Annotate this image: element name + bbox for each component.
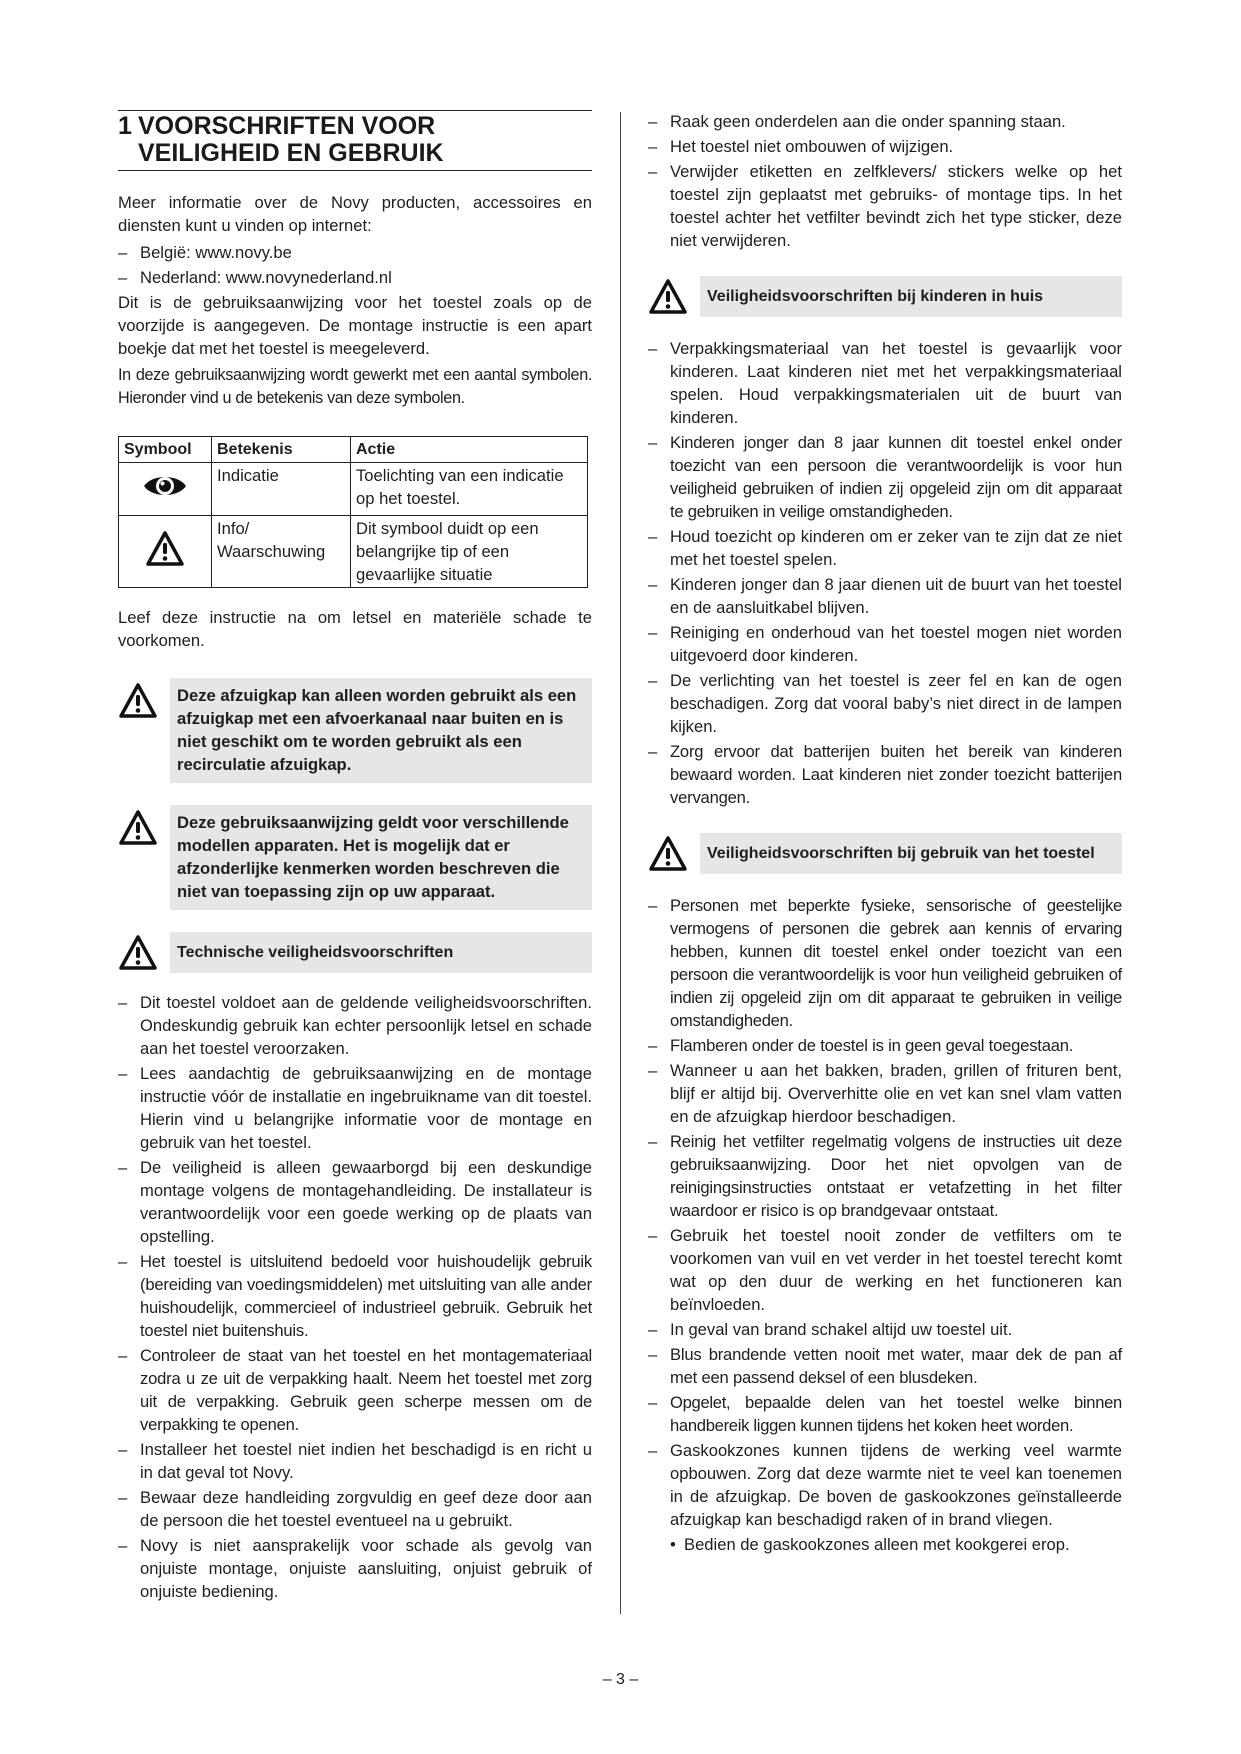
- table-header: Symbool: [119, 437, 212, 463]
- section-number: 1: [118, 112, 132, 140]
- warning-icon: [145, 530, 185, 568]
- table-row: [119, 463, 588, 516]
- warning-icon: [118, 934, 158, 972]
- intro-paragraph-2: Dit is de gebruiksaanwijzing voor het toestel zoals op de voorzijde is aangegeven. De montage instructie is een apart boekje dat met het toestel is meegeleverd.: [118, 293, 592, 358]
- warning-box-models: [118, 805, 592, 910]
- list-item: – Raak geen onderdelen aan die onder spanning staan.: [648, 112, 1066, 131]
- general-list: [648, 110, 1122, 252]
- warning-icon: [648, 278, 688, 316]
- technical-list: [118, 991, 592, 1603]
- meaning-cell: Indicatie: [212, 463, 351, 516]
- children-safety-header: [648, 276, 1122, 317]
- warning-icon: [648, 835, 688, 873]
- list-item: – Verpakkingsmateriaal van het toestel is gevaarlijk voor kinderen. Laat kinderen niet met het verpakkingsmateriaal spelen. Houd verpakkingsmaterialen uit de buurt van kinderen.: [648, 339, 1122, 427]
- action-cell: Dit symbool duidt op een belangrijke tip of een gevaarlijke situatie: [351, 516, 588, 588]
- list-item: – Reiniging en onderhoud van het toestel mogen niet worden uitgevoerd door kinderen.: [648, 623, 1122, 665]
- list-item: – Personen met beperkte fysieke, sensorische of geestelijke vermogens of personen die gebrek aan kennis of ervaring hebben, kunnen dit toestel enkel onder toezicht van een persoon die verantwoordelijk is voor hun veiligheid gebruiken of indien zij opgeleid zijn om dit apparaat te gebruiken in veilige omstandigheden.: [648, 896, 1122, 1030]
- meaning-cell: Info/ Waarschuwing: [212, 516, 351, 588]
- list-item: – Gaskookzones kunnen tijdens de werking veel warmte opbouwen. Zorg dat deze warmte niet te veel kan toenemen in de afzuigkap. De boven de gaskookzones geïnstalleerde afzuigkap kan beschadigd raken of in brand vliegen.: [648, 1441, 1122, 1529]
- list-item: – Bewaar deze handleiding zorgvuldig en geef deze door aan de persoon die het toestel eventueel na u gebruikt.: [118, 1488, 592, 1530]
- list-item: – België: www.novy.be: [118, 241, 592, 264]
- usage-list: [648, 894, 1122, 1556]
- bullet-item: • Bedien de gaskookzones alleen met kookgerei erop.: [670, 1535, 1070, 1554]
- usage-safety-header: [648, 833, 1122, 874]
- list-item: – Kinderen jonger dan 8 jaar dienen uit de buurt van het toestel en de aansluitkabel blijven.: [648, 575, 1122, 617]
- subsection-title: Technische veiligheidsvoorschriften: [170, 932, 592, 973]
- symbol-cell: [119, 516, 212, 588]
- list-item: – Nederland: www.novynederland.nl: [118, 266, 592, 289]
- page-number: – 3 –: [602, 1671, 639, 1688]
- left-column: [118, 110, 592, 1605]
- list-item: – Installeer het toestel niet indien het beschadigd is en richt u in dat geval tot Novy.: [118, 1440, 592, 1482]
- list-item: – Wanneer u aan het bakken, braden, grillen of frituren bent, blijf er altijd bij. Oververhitte olie en vet kan snel vlam vatten en de afzuigkap hierdoor beschadigen.: [648, 1061, 1122, 1126]
- list-item: – Lees aandachtig de gebruiksaanwijzing en de montage instructie vóór de installatie en ingebruikname van dit toestel. Hierin vind u belangrijke informatie voor de montage en gebruik van het toestel.: [118, 1064, 592, 1152]
- warning-box-exhaust: [118, 678, 592, 783]
- advice-paragraph: Leef deze instructie na om letsel en materiële schade te voorkomen.: [118, 608, 592, 650]
- column-divider: [620, 112, 621, 1614]
- list-item: – Het toestel niet ombouwen of wijzigen.: [648, 137, 954, 156]
- table-header: Actie: [351, 437, 588, 463]
- list-item: – Het toestel is uitsluitend bedoeld voor huishoudelijk gebruik (bereiding van voedingsmiddelen) met uitsluiting van alle ander huishoudelijk, commercieel of industrieel gebruik. Gebruik het toestel niet buitenshuis.: [118, 1252, 592, 1340]
- subsection-title: Veiligheidsvoorschriften bij gebruik van het toestel: [700, 833, 1122, 874]
- subsection-title: Veiligheidsvoorschriften bij kinderen in huis: [700, 276, 1122, 317]
- section-heading: [118, 110, 592, 171]
- list-item: – Kinderen jonger dan 8 jaar kunnen dit toestel enkel onder toezicht van een persoon die verantwoordelijk is voor hun veiligheid gebruiken of indien zij opgeleid zijn om dit apparaat te gebruiken in veilige omstandigheden.: [648, 433, 1122, 521]
- link-belgium: België: www.novy.be: [140, 243, 292, 262]
- action-cell: Toelichting van een indicatie op het toestel.: [351, 463, 588, 516]
- list-item: – Opgelet, bepaalde delen van het toestel welke binnen handbereik liggen kunnen tijdens het koken heet worden.: [648, 1393, 1122, 1435]
- symbol-cell: [119, 463, 212, 516]
- list-item: – Controleer de staat van het toestel en het montagemateriaal zodra u ze uit de verpakking haalt. Neem het toestel met zorg uit de verpakking. Gebruik geen scherpe messen om de verpakking te openen.: [118, 1346, 592, 1434]
- list-item: – Houd toezicht op kinderen om er zeker van te zijn dat ze niet met het toestel spelen.: [648, 527, 1122, 569]
- list-item: – Gebruik het toestel nooit zonder de vetfilters om te voorkomen van vuil en vet verder in het toestel terecht komt wat op den duur de werking en het functioneren kan beïnvloeden.: [648, 1226, 1122, 1314]
- eye-icon: [141, 469, 189, 503]
- table-header: Betekenis: [212, 437, 351, 463]
- list-item: – De verlichting van het toestel is zeer fel en kan de ogen beschadigen. Zorg dat vooral baby’s niet direct in de lampen kijken.: [648, 671, 1122, 736]
- children-list: [648, 337, 1122, 809]
- list-item: – Reinig het vetfilter regelmatig volgens de instructies uit deze gebruiksaanwijzing. Door het niet opvolgen van de reinigingsinstructies ontstaat er vetafzetting in het filter waardoor er risico is op brandgevaar ontstaat.: [648, 1132, 1122, 1220]
- intro-paragraph-3: In deze gebruiksaanwijzing wordt gewerkt met een aantal symbolen. Hieronder vind u de betekenis van deze symbolen.: [118, 366, 592, 407]
- right-column: [648, 110, 1122, 1556]
- warning-icon: [118, 682, 158, 720]
- list-item: – Zorg ervoor dat batterijen buiten het bereik van kinderen bewaard worden. Laat kinderen niet zonder toezicht batterijen vervangen.: [648, 742, 1122, 807]
- symbol-table: [118, 436, 588, 588]
- list-item: – Novy is niet aansprakelijk voor schade als gevolg van onjuiste montage, onjuiste aansluiting, onjuist gebruik of onjuiste bediening.: [118, 1536, 592, 1601]
- section-title-line1: VOORSCHRIFTEN VOOR: [138, 112, 436, 140]
- intro-paragraph: Meer informatie over de Novy producten, accessoires en diensten kunt u vinden op internet:: [118, 193, 592, 235]
- list-item: – Flamberen onder de toestel is in geen geval toegestaan.: [648, 1036, 1074, 1055]
- list-item: – In geval van brand schakel altijd uw toestel uit.: [648, 1320, 1013, 1339]
- warning-text: Deze afzuigkap kan alleen worden gebruikt als een afzuigkap met een afvoerkanaal naar buiten en is niet geschikt om te worden gebruikt als een recirculatie afzuigkap.: [170, 678, 592, 783]
- warning-text: Deze gebruiksaanwijzing geldt voor verschillende modellen apparaten. Het is mogelijk dat er afzonderlijke kenmerken worden beschreven die niet van toepassing zijn op uw apparaat.: [170, 805, 592, 910]
- warning-icon: [118, 809, 158, 847]
- list-item: – De veiligheid is alleen gewaarborgd bij een deskundige montage volgens de montagehandleiding. De installateur is verantwoordelijk voor een goede werking op de plaats van opstelling.: [118, 1158, 592, 1246]
- list-item: – Blus brandende vetten nooit met water, maar dek de pan af met een passend deksel of een blusdeken.: [648, 1345, 1122, 1387]
- list-item: – Verwijder etiketten en zelfklevers/ stickers welke op het toestel zijn geplaatst met gebruiks- of montage tips. In het toestel achter het vetfilter bevindt zich het type sticker, deze niet verwijderen.: [648, 162, 1122, 250]
- technical-safety-header: [118, 932, 592, 973]
- section-title-line2: VEILIGHEID EN GEBRUIK: [138, 139, 444, 167]
- list-item: – Dit toestel voldoet aan de geldende veiligheidsvoorschriften. Ondeskundig gebruik kan echter persoonlijk letsel en schade aan het toestel veroorzaken.: [118, 993, 592, 1058]
- table-row: [119, 516, 588, 588]
- link-netherlands: Nederland: www.novynederland.nl: [140, 268, 392, 287]
